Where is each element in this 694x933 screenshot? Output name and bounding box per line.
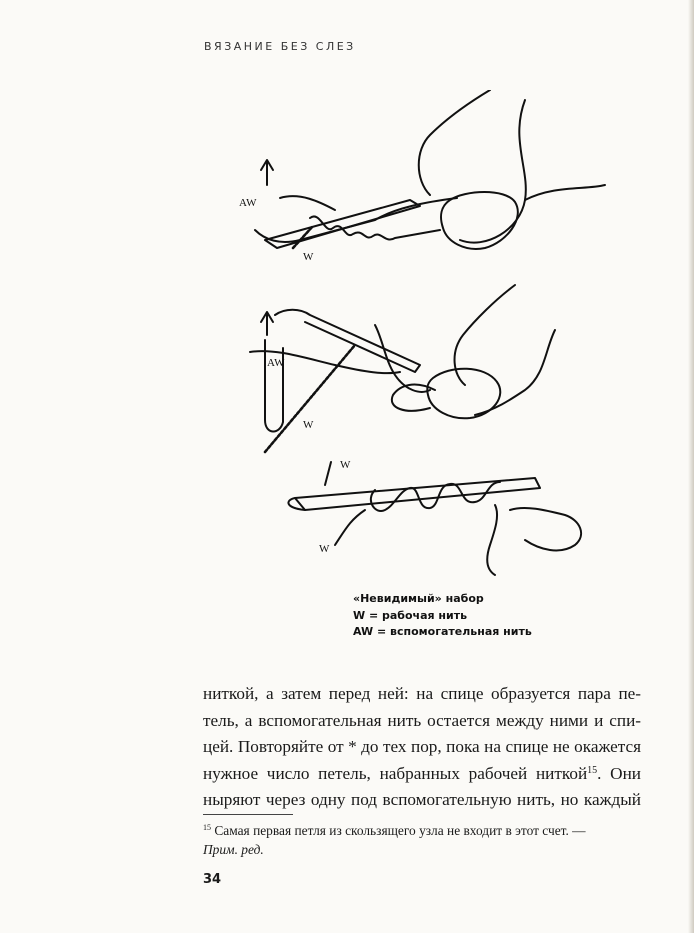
footnote-editor-note: Прим. ред. — [203, 841, 264, 857]
panel-2-drawing — [250, 285, 555, 452]
body-line: ныряют через одну под вспомогательную нить, но каждый — [203, 790, 641, 810]
running-header: ВЯЗАНИЕ БЕЗ СЛЕЗ — [204, 40, 356, 53]
footnote — [203, 822, 643, 859]
knitting-illustration — [225, 90, 615, 590]
label-w-2: W — [303, 419, 314, 431]
panel-1-drawing — [255, 90, 605, 249]
body-line — [203, 761, 641, 788]
caption-title: «Невидимый» набор — [353, 592, 484, 605]
label-aw-2: AW — [267, 357, 285, 369]
figure-caption — [353, 591, 532, 641]
caption-w-legend: W = рабочая нить — [353, 608, 468, 622]
caption-aw-legend: AW = вспомогательная нить — [353, 625, 532, 638]
body-line-tail: . Они — [597, 763, 641, 783]
body-line-text: нужное число петель, набранных рабочей ниткой — [203, 763, 588, 783]
label-aw-1: AW — [239, 197, 257, 209]
page-number: 34 — [203, 872, 222, 887]
footnote-text: Самая первая петля из скользящего узла не входит в этот счет. — — [214, 823, 586, 838]
page-edge-shadow — [688, 0, 694, 933]
panel-3-drawing — [288, 462, 581, 575]
body-text — [203, 681, 641, 814]
label-w-1: W — [303, 251, 314, 263]
body-line: цей. Повторяйте от * до тех пор, пока на спице не окажется — [203, 737, 641, 757]
label-w-3a: W — [340, 459, 351, 471]
footnote-ref[interactable]: 15 — [587, 764, 598, 776]
label-w-3b: W — [319, 543, 330, 555]
body-line: тель, а вспомогательная нить остается между ними и спи- — [203, 710, 641, 730]
body-line: ниткой, а затем перед ней: на спице образуется пара пе- — [203, 684, 641, 703]
footnote-number: 15 — [203, 823, 211, 832]
footnote-divider — [203, 814, 293, 815]
